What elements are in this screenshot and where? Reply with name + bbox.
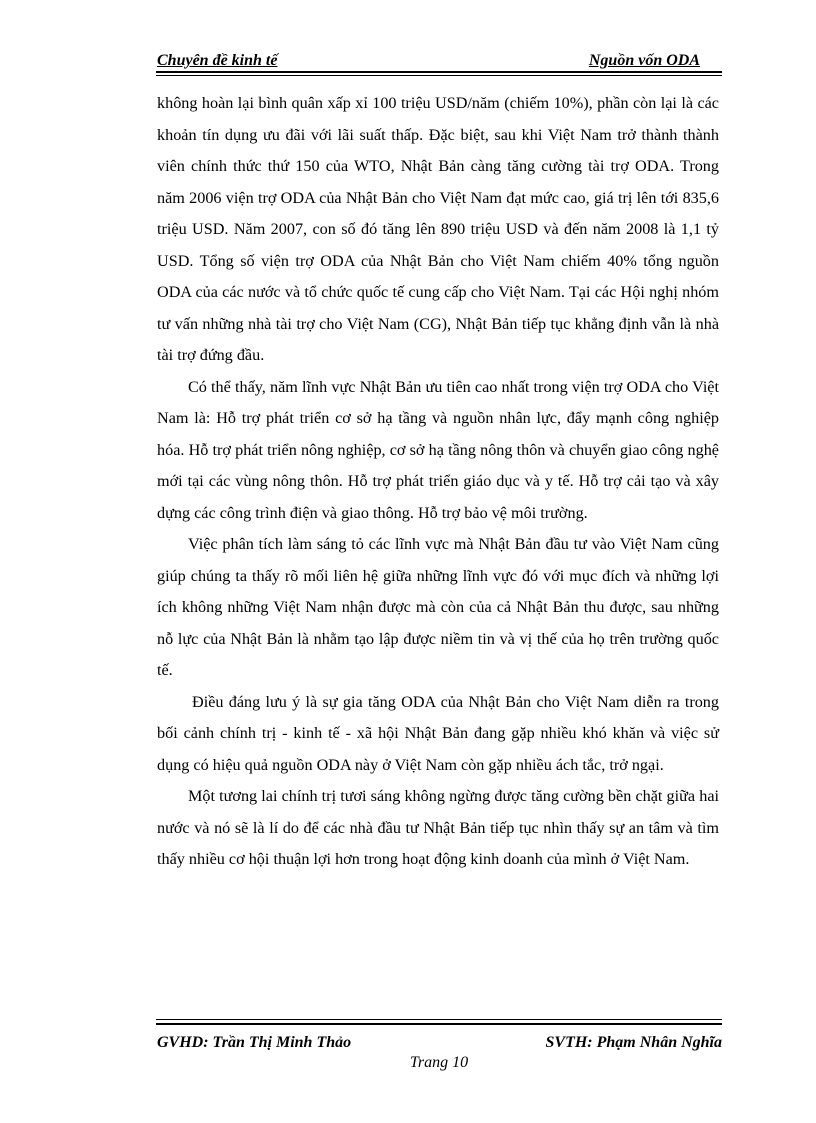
page-header <box>156 48 722 74</box>
paragraph-2: Có thể thấy, năm lĩnh vực Nhật Bản ưu tiên cao nhất trong viện trợ ODA cho Việt Nam là: Hỗ trợ phát triển cơ sở hạ tầng và nguồn nhân lực, đẩy mạnh công nghiệp hóa. Hỗ trợ phát triển nông nghiệp, cơ sở hạ tầng nông thôn và chuyển giao công nghệ mới tại các vùng nông thôn. Hỗ trợ phát triển giáo dục và y tế. Hỗ trợ cải tạo và xây dựng các công trình điện và giao thông. Hỗ trợ bảo vệ môi trường. <box>157 377 719 522</box>
header-topic: Chuyên đề kinh tế <box>157 52 278 69</box>
footer-student: SVTH: Phạm Nhân Nghĩa <box>545 1034 722 1051</box>
header-subject: Nguồn vốn ODA <box>588 52 700 69</box>
header-divider-thin <box>156 75 722 76</box>
page-number: Trang 10 <box>409 1054 469 1071</box>
paragraph-3: Việc phân tích làm sáng tỏ các lĩnh vực mà Nhật Bản đầu tư vào Việt Nam cũng giúp chúng ta thấy rõ mối liên hệ giữa những lĩnh vực đó với mục đích và những lợi ích không những Việt Nam nhận được mà còn của cả Nhật Bản thu được, sau những nỗ lực của Nhật Bản là nhằm tạo lập được niềm tin và vị thế của họ trên trường quốc tế. <box>157 535 719 679</box>
footer-divider-thick <box>156 1023 722 1025</box>
footer-advisor: GVHD: Trần Thị Minh Thảo <box>157 1034 352 1051</box>
page-footer <box>156 1018 722 1078</box>
paragraph-4: Điều đáng lưu ý là sự gia tăng ODA của Nhật Bản cho Việt Nam diễn ra trong bối cảnh chính trị - kinh tế - xã hội Nhật Bản đang gặp nhiều khó khăn và việc sử dụng có hiệu quả nguồn ODA này ở Việt Nam còn gặp nhiều ách tắc, trở ngại. <box>157 692 719 774</box>
paragraph-1: không hoàn lại bình quân xấp xỉ 100 triệu USD/năm (chiếm 10%), phần còn lại là các khoản tín dụng ưu đãi với lãi suất thấp. Đặc biệt, sau khi Việt Nam trở thành thành viên chính thức thứ 150 của WTO, Nhật Bản càng tăng cường tài trợ ODA. Trong năm 2006 viện trợ ODA của Nhật Bản cho Việt Nam đạt mức cao, giá trị lên tới 835,6 triệu USD. Năm 2007, con số đó tăng lên 890 triệu USD và đến năm 2008 là 1,1 tỷ USD. Tổng số viện trợ ODA của Nhật Bản cho Việt Nam chiếm 40% tổng nguồn ODA của các nước và tổ chức quốc tế cung cấp cho Việt Nam. Tại các Hội nghị nhóm tư vấn những nhà tài trợ cho Việt Nam (CG), Nhật Bản tiếp tục khẳng định vẫn là nhà tài trợ đứng đầu. <box>157 94 719 364</box>
header-divider-thick <box>156 71 722 73</box>
paragraph-5: Một tương lai chính trị tươi sáng không ngừng được tăng cường bền chặt giữa hai nước và nó sẽ là lí do để các nhà đầu tư Nhật Bản tiếp tục nhìn thấy sự an tâm và tìm thấy nhiều cơ hội thuận lợi hơn trong hoạt động kinh doanh của mình ở Việt Nam. <box>157 787 719 868</box>
footer-divider-thin <box>156 1019 722 1020</box>
document-body <box>157 88 719 876</box>
